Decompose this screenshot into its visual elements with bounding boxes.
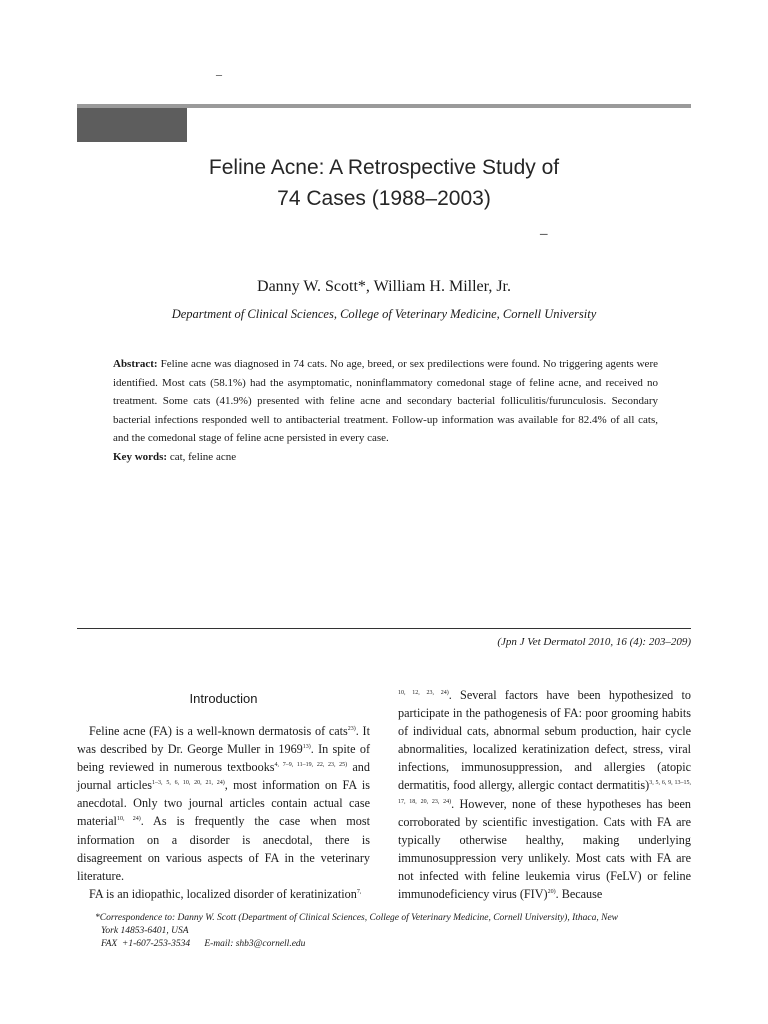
article-title bbox=[77, 152, 691, 214]
body-column-right bbox=[398, 686, 691, 903]
header-block bbox=[77, 108, 187, 142]
text-run: and journal articles bbox=[77, 760, 370, 793]
affiliation: Department of Clinical Sciences, College of Veterinary Medicine, Cornell University bbox=[171, 307, 597, 321]
text-run: . Because bbox=[555, 887, 603, 902]
title-line-1: Feline Acne: A Retrospective Study of bbox=[208, 156, 560, 179]
text-run: . In spite of being reviewed in numerous textbooks bbox=[77, 742, 370, 775]
footnote-line-3: FAX +1-607-253-3534 E-mail: shb3@cornell.edu bbox=[101, 939, 306, 949]
citation-superscript: 20) bbox=[547, 889, 556, 896]
correspondence-footnote bbox=[95, 912, 695, 951]
text-run: . Several factors have been hypothesized to participate in the pathogenesis of FA: poor grooming habits of individual cats, abnormal sebum production, hair cycle abnormalities, localized keratinization defect, stress, viral infections, immunosuppression, and allergies (atopic dermatitis, food allergy, allergic contact dermatitis) bbox=[398, 688, 691, 793]
keywords-paragraph bbox=[113, 448, 658, 467]
body-column-left bbox=[77, 690, 370, 903]
text-run: . It was described by Dr. George Muller in 1969 bbox=[77, 724, 370, 757]
text-run: . As is frequently the case when most information on a disorder is anecdotal, there is disagreement on various aspects of FA in the veterinary literature. bbox=[77, 814, 370, 883]
citation-superscript: 1–3, 5, 6, 10, 20, 21, 24) bbox=[152, 780, 225, 787]
intro-paragraph-2 bbox=[77, 885, 370, 903]
intro-paragraph-1 bbox=[77, 722, 370, 885]
abstract-label: Abstract: bbox=[113, 358, 158, 370]
abstract bbox=[113, 355, 658, 466]
text-run: . However, none of these hypotheses has been corroborated by scientific investigation. Cats with FA are typically otherwise healthy, making underlying immunosuppression very unlikely. Most cats with FA are not infected with feline leukemia virus (FeLV) or feline immunodeficiency virus (FIV) bbox=[398, 796, 691, 902]
citation-superscript: 4, 7–9, 11–19, 22, 23, 25) bbox=[274, 762, 348, 769]
authors: Danny W. Scott*, William H. Miller, Jr. bbox=[257, 278, 511, 295]
citation-superscript: 13) bbox=[302, 744, 311, 751]
footnote-line-2: York 14853-6401, USA bbox=[101, 926, 189, 936]
citation-superscript: 10, 24) bbox=[116, 816, 141, 823]
keywords-text: cat, feline acne bbox=[167, 450, 237, 463]
citation-superscript: 7, bbox=[356, 888, 362, 895]
abstract-text: Feline acne was diagnosed in 74 cats. No age, breed, or sex predilections were found. No triggering agents were identified. Most cats (58.1%) had the asymptomatic, noninflammatory comedonal stage of feline acne, and received no treatment. Some cats (41.9%) presented with feline acne and secondary bacterial folliculitis/furunculosis. Secondary bacterial infections responded well to antibacterial treatment. Follow-up information was available for 82.4% of all cats, and the comedonal stage of feline acne persisted in every case. bbox=[113, 358, 658, 444]
footnote-line-1: *Correspondence to: Danny W. Scott (Department of Clinical Sciences, College of Veterinary Medicine, Cornell University), Ithaca, New bbox=[95, 913, 619, 923]
citation-superscript: 23) bbox=[347, 726, 356, 732]
journal-citation: (Jpn J Vet Dermatol 2010, 16 (4): 203–209) bbox=[497, 636, 691, 648]
section-heading-introduction: Introduction bbox=[189, 691, 258, 706]
text-run: Feline acne (FA) is a well-known dermatosis of cats bbox=[89, 724, 348, 738]
title-dash: – bbox=[540, 226, 548, 242]
intro-paragraph-2-continued bbox=[398, 686, 691, 903]
section-divider bbox=[77, 628, 691, 629]
citation-superscript: 10, 12, 23, 24) bbox=[398, 690, 449, 696]
text-run: , most information on FA is anecdotal. Only two journal articles contain actual case material bbox=[77, 778, 371, 829]
abstract-paragraph bbox=[113, 355, 658, 448]
keywords-label: Key words: bbox=[113, 450, 168, 463]
header-dash: – bbox=[216, 67, 222, 81]
title-line-2: 74 Cases (1988–2003) bbox=[277, 187, 491, 210]
text-run: FA is an idiopathic, localized disorder of keratinization bbox=[89, 886, 357, 901]
citation-superscript: 3, 5, 6, 9, 13–15, 17, 18, 20, 23, 24) bbox=[398, 780, 691, 805]
